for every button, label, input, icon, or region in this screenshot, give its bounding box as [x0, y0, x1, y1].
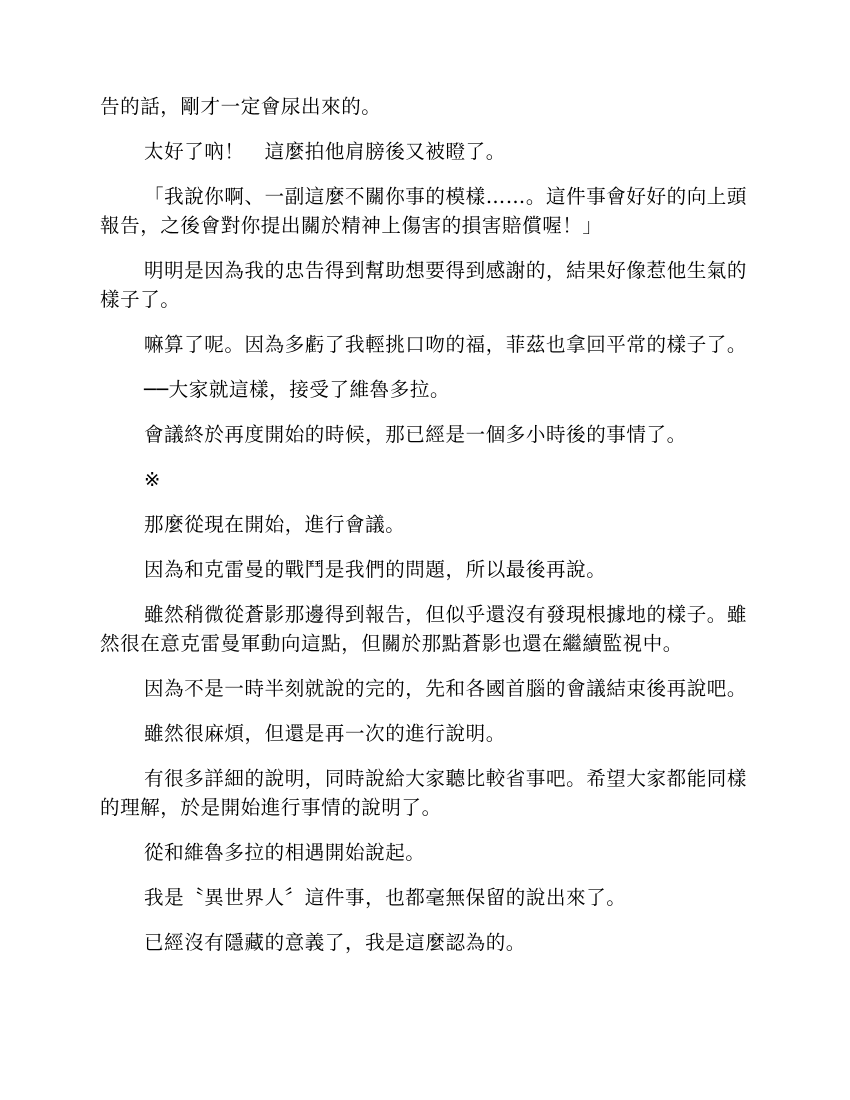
paragraph: 嘛算了呢。因為多虧了我輕挑口吻的福，菲茲也拿回平常的樣子了。	[144, 333, 748, 356]
paragraph: 太好了吶！ 這麼拍他肩膀後又被瞪了。	[144, 140, 506, 163]
paragraph: 已經沒有隱藏的意義了，我是這麼認為的。	[144, 931, 526, 954]
paragraph: 因為和克雷曼的戰鬥是我們的問題，所以最後再說。	[144, 558, 607, 581]
scene-break-marker: ※	[144, 468, 161, 491]
paragraph: 明明是因為我的忠告得到幫助想要得到感謝的，結果好像惹他生氣的樣子了。	[100, 259, 748, 311]
paragraph: ──大家就這樣，接受了維魯多拉。	[144, 378, 451, 401]
paragraph: 告的話，剛才一定會尿出來的。	[100, 95, 382, 118]
paragraph: 我是〝異世界人〞這件事，也都毫無保留的說出來了。	[144, 886, 627, 909]
paragraph: 有很多詳細的說明，同時說給大家聽比較省事吧。希望大家都能同樣的理解，於是開始進行事情的說明了。	[100, 767, 748, 819]
paragraph: 雖然稍微從蒼影那邊得到報告，但似乎還沒有發現根據地的樣子。雖然很在意克雷曼軍動向這點，但關於那點蒼影也還在繼續監視中。	[100, 603, 748, 655]
paragraph: 「我說你啊、一副這麼不關你事的模樣……。這件事會好好的向上頭報告，之後會對你提出關於精神上傷害的損害賠償喔！」	[100, 185, 748, 237]
paragraph: 從和維魯多拉的相遇開始說起。	[144, 841, 426, 864]
paragraph: 那麼從現在開始，進行會議。	[144, 513, 406, 536]
paragraph: 會議終於再度開始的時候，那已經是一個多小時後的事情了。	[144, 423, 687, 446]
paragraph: 因為不是一時半刻就說的完的，先和各國首腦的會議結束後再說吧。	[144, 677, 748, 700]
document-body	[100, 92, 752, 973]
paragraph: 雖然很麻煩，但還是再一次的進行說明。	[144, 722, 506, 745]
